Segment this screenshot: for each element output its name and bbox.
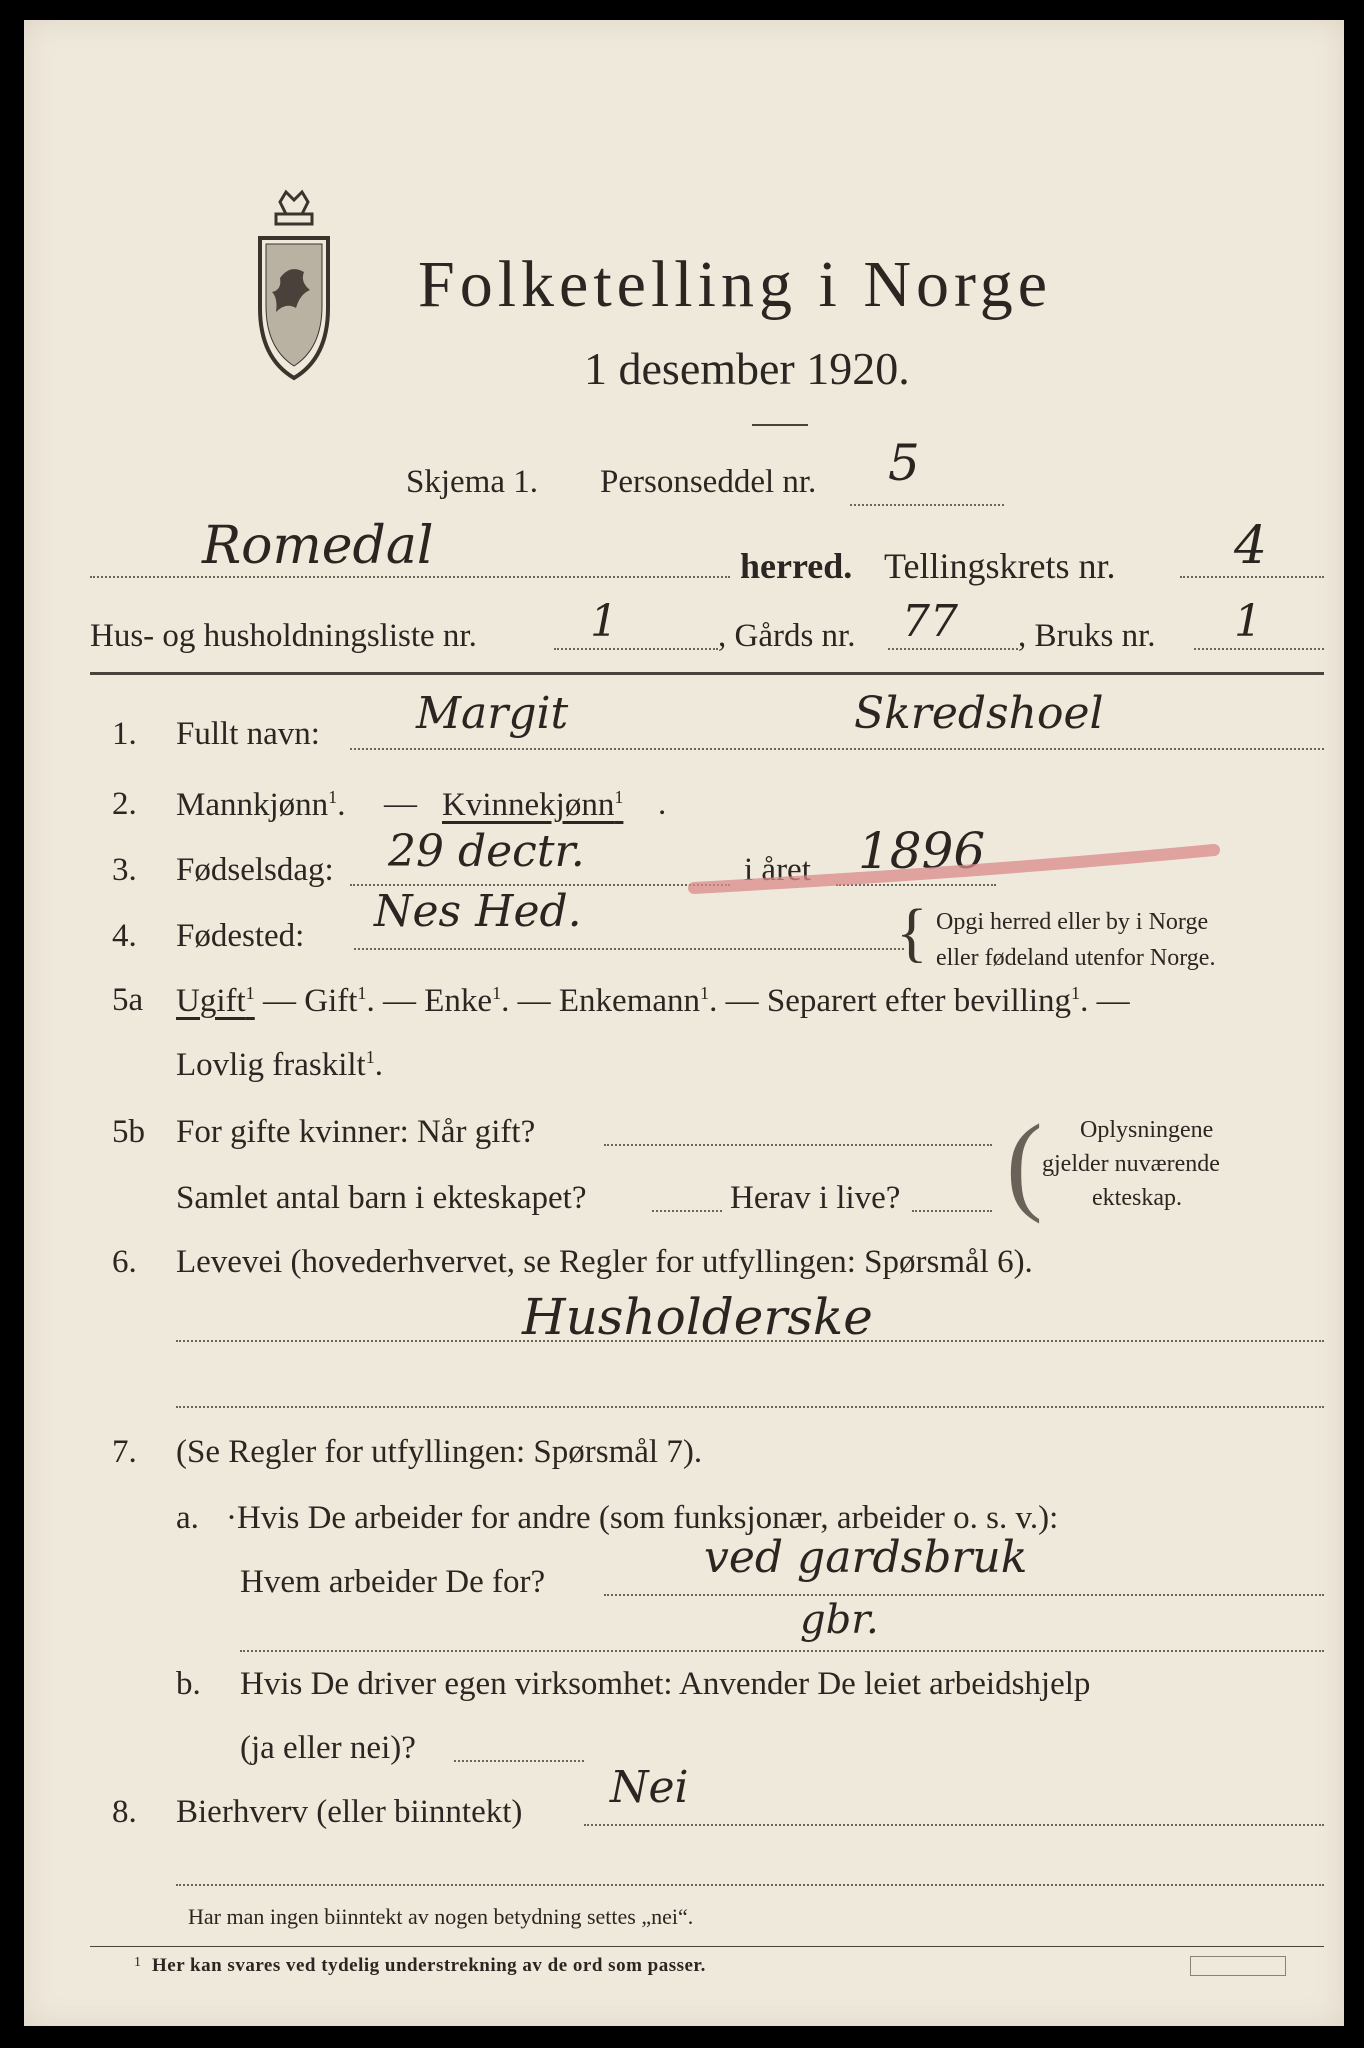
tellingskrets-label: Tellingskrets nr. [884, 546, 1116, 586]
birth-year-value: 1896 [858, 822, 986, 880]
header-separator [90, 672, 1324, 675]
printer-stamp [1190, 1956, 1286, 1976]
side-income-value: Nei [610, 1762, 689, 1813]
note-brace: { [896, 896, 928, 969]
q6-number: 6. [112, 1244, 137, 1280]
q5b-number: 5b [112, 1114, 145, 1150]
married-when-field[interactable] [604, 1144, 992, 1146]
birthplace-note-1: Opgi herred eller by i Norge [936, 909, 1209, 935]
option-separert[interactable]: — Separert efter bevilling$^1$. [725, 983, 1089, 1019]
option-ugift-label: Ugift [176, 983, 246, 1019]
marriage-note-2: gjelder nuværende [1042, 1151, 1220, 1177]
occupation-field-2[interactable] [176, 1406, 1324, 1408]
option-gift-label: — Gift [263, 983, 358, 1019]
q5a-number: 5a [112, 982, 144, 1018]
gards-value: 77 [902, 596, 958, 647]
q3-number: 3. [112, 852, 137, 888]
birthplace-value: Nes Hed. [374, 886, 582, 937]
children-alive-label: Herav i live? [730, 1180, 901, 1216]
personseddel-value: 5 [888, 434, 920, 492]
bruks-value: 1 [1234, 596, 1262, 647]
gender-male-label: Mannkjønn [176, 787, 329, 823]
herred-label: herred. [740, 546, 853, 586]
footer-note: Har man ingen biinntekt av nogen betydning settes „nei“. [188, 1904, 694, 1929]
q4-label: Fødested: [176, 918, 305, 954]
side-income-field[interactable] [584, 1824, 1324, 1826]
q2-number: 2. [112, 786, 137, 822]
norway-coat-of-arms-icon [246, 188, 342, 388]
option-fraskilt-label: Lovlig fraskilt [176, 1047, 366, 1083]
married-when-label: For gifte kvinner: Når gift? [176, 1114, 536, 1150]
option-fraskilt[interactable]: Lovlig fraskilt$^1$. [176, 1047, 384, 1083]
marriage-note-3: ekteskap. [1092, 1185, 1182, 1211]
birthdate-value: 29 dectr. [388, 826, 585, 877]
birth-year-label: i året [744, 852, 811, 888]
period: . [658, 786, 667, 822]
birthplace-note-2: eller fødeland utenfor Norge. [936, 945, 1216, 971]
gards-label: , Gårds nr. [718, 618, 856, 654]
title-divider [752, 424, 808, 426]
form-title: Folketelling i Norge [418, 248, 1053, 321]
last-name-value: Skredshoel [854, 688, 1104, 739]
q7b-letter: b. [176, 1666, 201, 1702]
footnote-ref: 1 [365, 1047, 375, 1067]
employer-label: Hvem arbeider De for? [240, 1564, 546, 1600]
note-brace: ( [1006, 1102, 1043, 1224]
footnote-ref: 1 [700, 983, 710, 1003]
herred-value: Romedal [202, 516, 434, 576]
option-ugift[interactable] [176, 983, 255, 1019]
children-alive-field[interactable] [912, 1210, 992, 1212]
footnote-ref: 1 [357, 983, 367, 1003]
gender-female-label: Kvinnekjønn [442, 787, 615, 823]
husliste-label: Hus- og husholdningsliste nr. [90, 618, 477, 654]
husliste-field[interactable] [554, 648, 718, 650]
space [255, 983, 263, 1019]
employer-field-2[interactable] [240, 1650, 1324, 1652]
children-count-label: Samlet antal barn i ekteskapet? [176, 1180, 587, 1216]
q7-label: (Se Regler for utfyllingen: Spørsmål 7). [176, 1434, 703, 1470]
gender-male-option[interactable] [176, 788, 346, 822]
option-enkemann-label: — Enkemann [517, 983, 701, 1019]
footnote-ref: 1 [614, 787, 624, 807]
marriage-note-1: Oplysningene [1080, 1117, 1214, 1143]
footnote-ref: 1 [328, 787, 338, 807]
q7a-text: ·Hvis De arbeider for andre (som funksjonær, arbeider o. s. v.): [226, 1500, 1059, 1536]
gender-female-option[interactable] [442, 788, 623, 822]
employer-value-2: gbr. [800, 1597, 879, 1643]
hired-help-label: (ja eller nei)? [240, 1730, 416, 1766]
form-date: 1 desember 1920. [584, 343, 910, 394]
q3-label: Fødselsdag: [176, 852, 334, 888]
q1-number: 1. [112, 716, 137, 752]
q7a-letter: a. [176, 1500, 199, 1536]
schema-label: Skjema 1. [406, 464, 538, 500]
footnote-text: Her kan svares ved tydelig understrekning av de ord som passer. [152, 1955, 706, 1976]
personseddel-label: Personseddel nr. [600, 464, 817, 500]
employer-field[interactable] [604, 1594, 1324, 1596]
footnote-separator [90, 1946, 1324, 1947]
full-name-field[interactable] [350, 748, 1324, 750]
children-count-field[interactable] [652, 1210, 722, 1212]
husliste-value: 1 [590, 596, 618, 647]
occupation-field[interactable] [176, 1340, 1324, 1342]
red-pencil-mark [684, 840, 1224, 900]
herred-field[interactable] [90, 576, 730, 578]
q7b-text: Hvis De driver egen virksomhet: Anvender De leiet arbeidshjelp [240, 1666, 1091, 1702]
bruks-field[interactable] [1194, 648, 1324, 650]
personseddel-field[interactable] [850, 504, 1004, 506]
q8-number: 8. [112, 1794, 137, 1830]
footnote-mark: 1 [134, 1955, 141, 1970]
trailing-dash: — [1096, 983, 1130, 1019]
option-separert-label: — Separert efter bevilling [725, 983, 1072, 1019]
birthplace-field[interactable] [354, 948, 904, 950]
first-name-value: Margit [416, 688, 569, 739]
footnote-ref: 1 [245, 983, 255, 1003]
footnote-ref: 1 [1071, 983, 1081, 1003]
gards-field[interactable] [888, 648, 1018, 650]
marital-status-options [176, 984, 1130, 1018]
option-gift[interactable]: — Gift$^1$. [263, 983, 375, 1019]
footnote-ref: 1 [492, 983, 502, 1003]
q7-number: 7. [112, 1434, 137, 1470]
tellingskrets-value: 4 [1234, 516, 1268, 576]
q8-label: Bierhverv (eller biinntekt) [176, 1794, 523, 1830]
option-enke[interactable]: — Enke$^1$. [383, 983, 510, 1019]
q1-label: Fullt navn: [176, 716, 320, 752]
census-form-sheet [24, 20, 1344, 2026]
employer-value: ved gardsbruk [704, 1532, 1028, 1583]
q4-number: 4. [112, 918, 137, 954]
gender-separator: — [384, 786, 417, 822]
occupation-value: Husholderske [522, 1288, 873, 1346]
q6-label: Levevei (hovederhvervet, se Regler for utfyllingen: Spørsmål 6). [176, 1244, 1033, 1280]
hired-help-field[interactable] [454, 1760, 584, 1762]
option-enkemann[interactable]: — Enkemann$^1$. [517, 983, 718, 1019]
tellingskrets-field[interactable] [1180, 576, 1324, 578]
option-enke-label: — Enke [383, 983, 493, 1019]
bruks-label: , Bruks nr. [1018, 618, 1156, 654]
period: . [337, 787, 346, 823]
side-income-field-2[interactable] [176, 1884, 1324, 1886]
